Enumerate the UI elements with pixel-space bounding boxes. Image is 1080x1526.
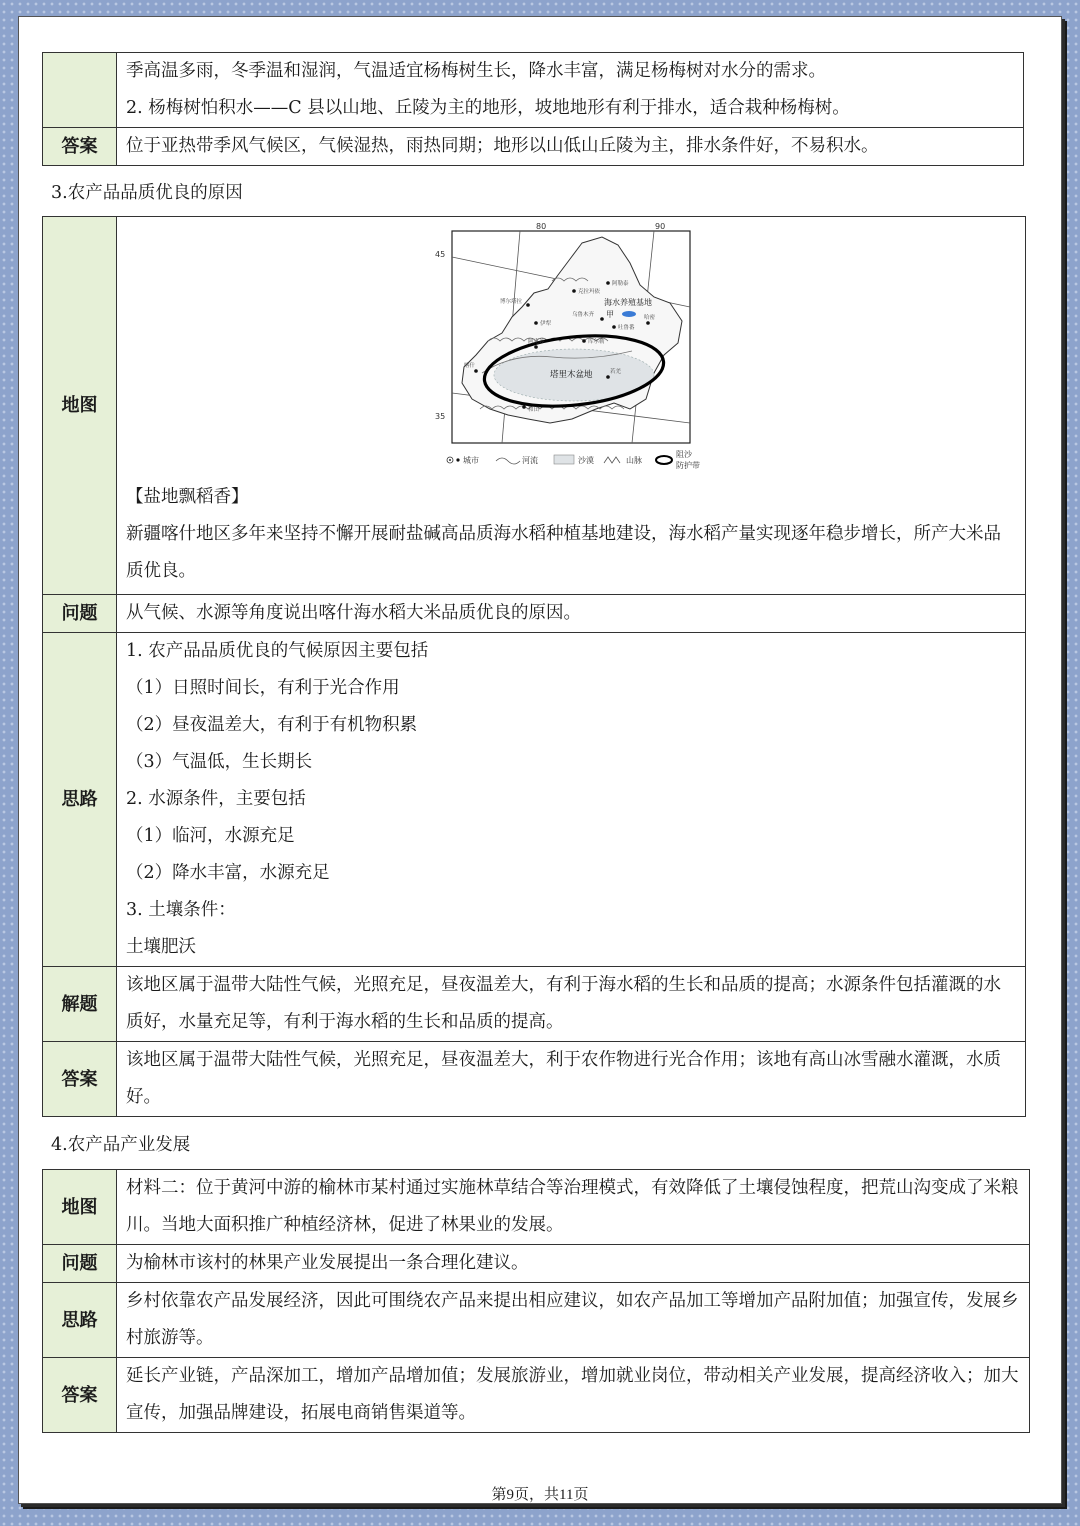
- city-dot: [522, 405, 526, 409]
- city-dot: [526, 303, 530, 307]
- city-dot: [646, 321, 650, 325]
- city-label: 克拉玛依: [578, 289, 601, 295]
- legend-belt: 阻沙: [676, 450, 692, 459]
- row-label-thinking: 思路: [43, 633, 117, 967]
- city-dot: [534, 321, 538, 325]
- city-dot: [474, 369, 478, 373]
- table-section4: [42, 1169, 1030, 1433]
- map-cell: [117, 217, 1026, 595]
- row-label-thinking: 思路: [43, 1283, 117, 1358]
- answer-text: 延长产业链，产品深加工，增加产品增加值；发展旅游业，增加就业岗位，带动相关产业发展，提高经济收入；加大宣传，加强品牌建设，拓展电商销售渠道等。: [117, 1358, 1030, 1433]
- legend-mountain: 山脉: [626, 456, 642, 465]
- table-row: [43, 53, 1024, 128]
- thinking-line: （1）临河，水源充足: [126, 826, 295, 846]
- thinking-line: （1）日照时间长，有利于光合作用: [126, 678, 400, 698]
- city-dot: [582, 339, 586, 343]
- table-row-question: [43, 1245, 1030, 1283]
- material-text: 材料二：位于黄河中游的榆林市某村通过实施林草结合等治理模式，有效降低了土壤侵蚀程度，把荒山沟变成了米粮川。当地大面积推广种植经济林，促进了林果业的发展。: [117, 1170, 1030, 1245]
- lat-label-45: 45: [435, 250, 446, 259]
- city-label: 库尔勒: [588, 339, 605, 345]
- table-row-answer: [43, 1042, 1026, 1117]
- page-number-footer: 第9页，共11页: [491, 1487, 589, 1503]
- city-label: 喀什: [464, 363, 476, 369]
- row-content: [117, 53, 1024, 128]
- answer-text: 位于亚热带季风气候区，气候湿热，雨热同期；地形以山低山丘陵为主，排水条件好，不易积水。: [126, 136, 879, 156]
- question-text: 从气候、水源等角度说出喀什海水稻大米品质优良的原因。: [117, 595, 1026, 633]
- city-label: 阿勒泰: [612, 281, 629, 287]
- thinking-line: 2. 水源条件，主要包括: [126, 789, 306, 809]
- thinking-line: （3）气温低，生长期长: [126, 752, 313, 772]
- lat-label-35: 35: [435, 412, 446, 421]
- table-row-map: [43, 217, 1026, 595]
- city-label: 伊犁: [540, 321, 552, 327]
- city-label: 和田: [528, 407, 540, 413]
- base-label: 海水养殖基地: [604, 298, 652, 307]
- map-figure: [126, 217, 1016, 479]
- row-label-question: 问题: [43, 1245, 117, 1283]
- city-label: 博尔塔拉: [500, 299, 523, 305]
- table-row-thinking: [43, 633, 1026, 967]
- map-legend: [447, 449, 700, 470]
- table-row-question: [43, 595, 1026, 633]
- city-dot: [606, 375, 610, 379]
- city-dot: [534, 345, 538, 349]
- table-row-thinking: [43, 1283, 1030, 1358]
- solution-text: 该地区属于温带大陆性气候，光照充足，昼夜温差大，有利于海水稻的生长和品质的提高；水源条件包括灌溉的水质好，水量充足等，有利于海水稻的生长和品质的提高。: [117, 967, 1026, 1042]
- section-heading: 3.农产品品质优良的原因: [51, 183, 243, 203]
- lon-label-80: 80: [536, 223, 547, 231]
- table-section3: [42, 216, 1026, 1117]
- city-label: 若羌: [610, 369, 622, 375]
- thinking-line: 土壤肥沃: [126, 937, 196, 957]
- material-title: 【盐地飘稻香】: [126, 487, 249, 507]
- row-label-solution: 解题: [43, 967, 117, 1042]
- table-yangmei-continued: [42, 52, 1024, 166]
- row-label-question: 问题: [43, 595, 117, 633]
- row-label-answer: 答案: [43, 128, 117, 166]
- legend-belt: 防护带: [676, 461, 700, 470]
- city-label: 阿克苏: [528, 339, 545, 345]
- row-label-answer: 答案: [43, 1042, 117, 1117]
- table-row-answer: [43, 1358, 1030, 1433]
- text-line: 季高温多雨，冬季温和湿润，气温适宜杨梅树生长，降水丰富，满足杨梅树对水分的需求。: [126, 61, 826, 81]
- thinking-line: （2）昼夜温差大，有利于有机物积累: [126, 715, 418, 735]
- legend-city: 城市: [463, 456, 479, 465]
- thinking-line: 1. 农产品品质优良的气候原因主要包括: [126, 641, 429, 661]
- city-dot: [612, 325, 616, 329]
- jia-label: 甲: [606, 310, 614, 319]
- material-text: 新疆喀什地区多年来坚持不懈开展耐盐碱高品质海水稻种植基地建设，海水稻产量实现逐年稳步增长，所产大米品质优良。: [126, 524, 1001, 581]
- city-label: 吐鲁番: [618, 325, 635, 331]
- basin-label: 塔里木盆地: [550, 370, 593, 380]
- legend-river: 河流: [522, 456, 538, 465]
- question-text: 为榆林市该村的林果产业发展提出一条合理化建议。: [117, 1245, 1030, 1283]
- thinking-line: 3. 土壤条件：: [126, 900, 236, 920]
- lon-label-90: 90: [655, 223, 666, 231]
- table-row: [43, 128, 1024, 166]
- legend-desert: 沙漠: [578, 456, 594, 465]
- answer-text: 该地区属于温带大陆性气候，光照充足，昼夜温差大，利于农作物进行光合作用；该地有高山冰雪融水灌溉，水质好。: [117, 1042, 1026, 1117]
- row-label-answer: 答案: [43, 1358, 117, 1433]
- thinking-line: （2）降水丰富，水源充足: [126, 863, 330, 883]
- row-label: [43, 53, 117, 128]
- city-label: 哈密: [644, 315, 656, 321]
- text-line: 2. 杨梅树怕积水——C 县以山地、丘陵为主的地形，坡地地形有利于排水，适合栽种杨梅树。: [126, 98, 850, 118]
- thinking-content: [117, 633, 1026, 967]
- thinking-text: 乡村依靠农产品发展经济，因此可围绕农产品来提出相应建议，如农产品加工等增加产品附加值；加强宣传，发展乡村旅游等。: [117, 1283, 1030, 1358]
- city-dot: [600, 317, 604, 321]
- row-label-map: 地图: [43, 1170, 117, 1245]
- document-page: [18, 16, 1062, 1504]
- lake-icon: [622, 311, 636, 317]
- city-dot: [572, 289, 576, 293]
- row-content: [117, 128, 1024, 166]
- city-label: 乌鲁木齐: [572, 312, 595, 318]
- row-label-map: 地图: [43, 217, 117, 595]
- section-heading: 4.农产品产业发展: [51, 1135, 191, 1155]
- xinjiang-map: [432, 223, 712, 475]
- city-dot: [606, 281, 610, 285]
- table-row-map: [43, 1170, 1030, 1245]
- table-row-solution: [43, 967, 1026, 1042]
